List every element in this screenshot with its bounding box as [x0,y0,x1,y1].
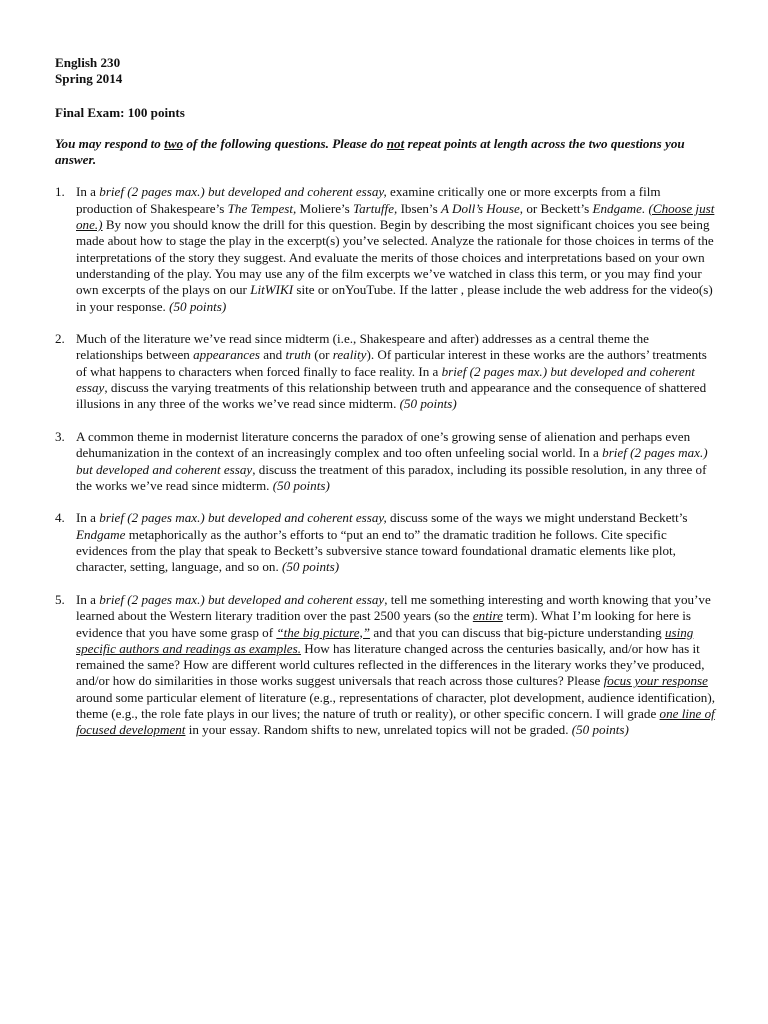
exam-title: Final Exam: 100 points [55,104,185,120]
question-text [76,429,708,493]
question-text-segment: , discuss the treatment of this paradox, including its possible resolution, in any three of the works we’ve read since midterm. [76,461,707,493]
question-text-segment: A common theme in modernist literature concerns the paradox of one’s growing sense of alienation and perhaps even dehumanization in the context of an increasingly complex and too often unfeeling social world. In a [76,428,691,461]
question-text-segment: examine critically one or more excerpts from a film production of Shakespeare’s [76,184,661,216]
question-text-segment: focus your response [603,673,708,689]
question-text-segment: In a [76,591,100,607]
question-text-segment: brief (2 pages max.) but developed and coherent essay [76,445,708,477]
question-text-segment: in your essay. Random shifts to new, unrelated topics will not be graded. [185,722,572,738]
question-text-segment: site or onYouTube. If the latter , please include the web address for the video(s) in your response. [76,282,713,314]
question-text-segment: term). What I’m looking for here is evidence that you have some grasp of [76,608,692,640]
question-text-segment: , tell me something interesting and worth knowing that you’ve learned about the Western literary tradition over the past 2500 years (so the [76,591,711,624]
question-item [55,184,717,314]
question-number: 2. [55,331,65,347]
question-text-segment: “the big picture,” [276,624,371,640]
question-number: 3. [55,428,65,444]
question-text-segment: brief (2 pages max.) but developed and coherent essay, [99,510,387,526]
instructions-emphasis-not: not [386,135,405,151]
question-text-segment: (50 points) [169,298,227,314]
exam-document [55,55,717,755]
question-text-segment: Endgame. [592,200,646,216]
question-item [55,429,717,494]
question-text-segment: brief (2 pages max.) but developed and coherent essay, [99,184,387,200]
instructions-part2: of the following questions. Please do [183,135,387,151]
question-text-segment: ). Of particular interest in these works are the authors’ treatments of what happens to characters when forced finally to face reality. In a [76,347,707,379]
question-text-segment: Endgame [76,526,126,542]
question-text-segment: entire [472,608,503,624]
question-item [55,331,717,412]
question-text-segment: (Choose just one.) [76,200,715,233]
question-text-segment: (or [310,347,333,363]
question-text-segment: Much of the literature we’ve read since midterm (i.e., Shakespeare and after) addresses as a central theme the relationships between [76,331,649,363]
question-text-segment: reality [332,347,367,363]
question-list [55,184,717,738]
question-item [55,592,717,739]
question-text-segment: using specific authors and readings as examples. [76,624,694,656]
question-text-segment: appearances [193,347,261,363]
question-item [55,510,717,575]
question-text-segment: , discuss the varying treatments of this relationship between truth and appearance and the consequence of shattered illusions in any three of the works we’ve read since midterm. [76,380,707,412]
question-text-segment: Tartuffe, [353,200,398,216]
question-text [76,592,715,737]
question-text-segment: In a [76,184,100,200]
question-text [76,331,707,411]
question-text-segment: and that you can discuss that big-picture understanding [370,624,665,640]
question-number: 4. [55,510,65,526]
question-text-segment: , or Beckett’s [519,200,593,216]
question-text [76,184,714,313]
question-text-segment: A Doll’s House [440,200,520,216]
instructions-part3: repeat points at length across the two questions you answer. [55,135,685,168]
question-text-segment: How has literature changed across the centuries basically, and/or how has it remained the same? How are different world cultures reflected in the differences in the literary works they’ve produced, and/or how do similarities in those works suggest universals that reach across those cultures? Please [76,640,705,689]
question-text-segment: discuss some of the ways we might understand Beckett’s [386,510,688,526]
question-text-segment: In a [76,510,100,526]
question-text-segment: metaphorically as the author’s efforts to “put an end to” the dramatic tradition he follows. Cite specific evidences from the play that speak to Beckett’s subversive stance toward foundational dramatic elements like plot, character, setting, language, and so on. [76,526,676,575]
question-text-segment: brief (2 pages max.) but developed and coherent essay [76,363,695,396]
instructions [55,136,717,169]
question-text-segment: truth [285,347,311,363]
question-text-segment: The Tempest, [227,200,297,216]
question-text-segment: (50 points) [571,722,629,738]
question-text-segment: (50 points) [399,396,457,412]
question-text-segment: Moliere’s [296,200,354,216]
question-text-segment: around some particular element of literature (e.g., representations of character, plot development, audience identification), theme (e.g., the role fate plays in our lives; the nature of truth or reality), or other specific concern. I will grade [76,689,715,721]
term-label: Spring 2014 [55,71,123,87]
instructions-part1: You may respond to [55,135,165,151]
question-text-segment: LitWIKI [250,282,294,298]
question-text-segment: Ibsen’s [397,200,441,216]
question-text-segment: (50 points) [272,477,330,493]
question-text-segment: brief (2 pages max.) but developed and coherent essay [99,591,385,607]
course-title: English 230 [55,55,121,70]
question-text-segment: (50 points) [282,559,340,575]
instructions-emphasis-two: two [164,135,184,151]
question-number: 1. [55,184,65,200]
question-text-segment: By now you should know the drill for this question. Begin by describing the most significant choices you see being made about how to stage the play in the excerpt(s) you’ve selected. Analyze the rationale for those choices in terms of the interpretations of the story they suggest. And evaluate the merits of those choices and interpretations based on your own understanding of the play. You may use any of the film excerpts we’ve watched in class this term, or you may find your own excerpts of the plays on our [76,217,714,298]
question-number: 5. [55,591,65,607]
question-text [76,510,688,574]
question-text-segment: one line of focused development [76,705,715,738]
question-text-segment: and [260,347,286,363]
